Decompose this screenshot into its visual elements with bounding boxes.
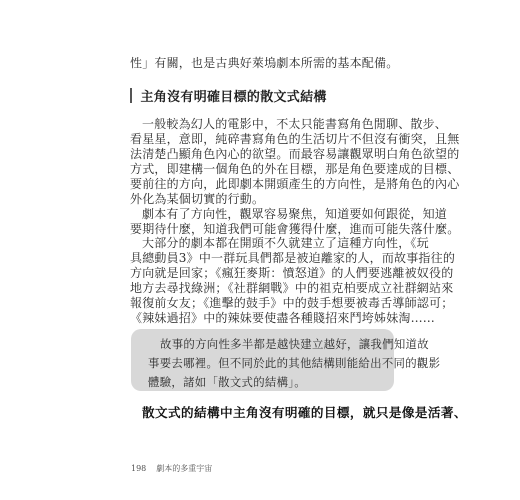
paragraph-2-line: 劇本有了方向性，觀眾容易聚焦，知道要如何跟從，知道 [142,206,448,221]
callout-line: 體驗，諸如「散文式的結構」。 [148,375,306,389]
bold-statement-line: 散文式的結構中主角沒有明確的目標，就只是像是活著、 [142,405,467,420]
continued-text-line: 性」有關，也是古典好萊塢劇本所需的基本配備。 [130,56,399,70]
paragraph-2-line: 要期待什麼，知道我們可能會獲得什麼，進而可能失落什麼。 [130,221,460,236]
callout-line: 故事的方向性多半都是越快建立越好，讓我們知道故 [160,337,429,351]
paragraph-1-line: 看星星，意即，純碎書寫角色的生活切片不但沒有衝突，且無 [130,131,460,146]
paragraph-3-line: 方向就是回家；《瘋狂麥斯：憤怒道》的人們要逃離被奴役的 [130,266,454,281]
paragraph-1-line: 方式，即建構一個角色的外在目標，那是角色要達成的目標、 [130,161,460,176]
section-heading-text: 主角沒有明確目標的散文式結構 [140,89,327,105]
paragraph-1-line: 一般較為幻人的電影中，不太只能書寫角色閒聊、散步、 [142,117,448,131]
heading-marker-bar [130,88,132,103]
paragraph-3-line: 大部分的劇本都在開頭不久就建立了這種方向性，《玩 [142,236,429,251]
paragraph-3-line: 具總動員3》中一群玩具們都是被迫離家的人，而故事指往的 [130,251,456,266]
callout-line: 事要去哪裡。但不同於此的其他結構則能給出不同的觀影 [148,356,441,370]
page-footer [131,463,222,474]
page-number: 198 [131,464,147,473]
paragraph-1-line: 法清楚凸顯角色內心的欲望。而最容易讓觀眾明白角色欲望的 [130,146,460,161]
paragraph-3-line: 《辣妹過招》中的辣妹要使盡各種賤招來鬥垮姊妹淘…… [130,311,436,325]
paragraph-3-line: 地方去尋找綠洲；《社群網戰》中的祖克柏要成立社群網站來 [130,281,454,296]
book-title: 劇本的多重宇宙 [156,464,213,473]
section-heading [130,87,327,103]
paragraph-1-line: 外化為某個切實的行動。 [130,191,265,206]
paragraph-3-line: 報復前女友；《進擊的鼓手》中的鼓手想要被毒舌導師認可； [130,296,454,311]
paragraph-1-line: 要前往的方向，此即劇本開頭產生的方向性，是將角色的內心 [130,176,460,191]
